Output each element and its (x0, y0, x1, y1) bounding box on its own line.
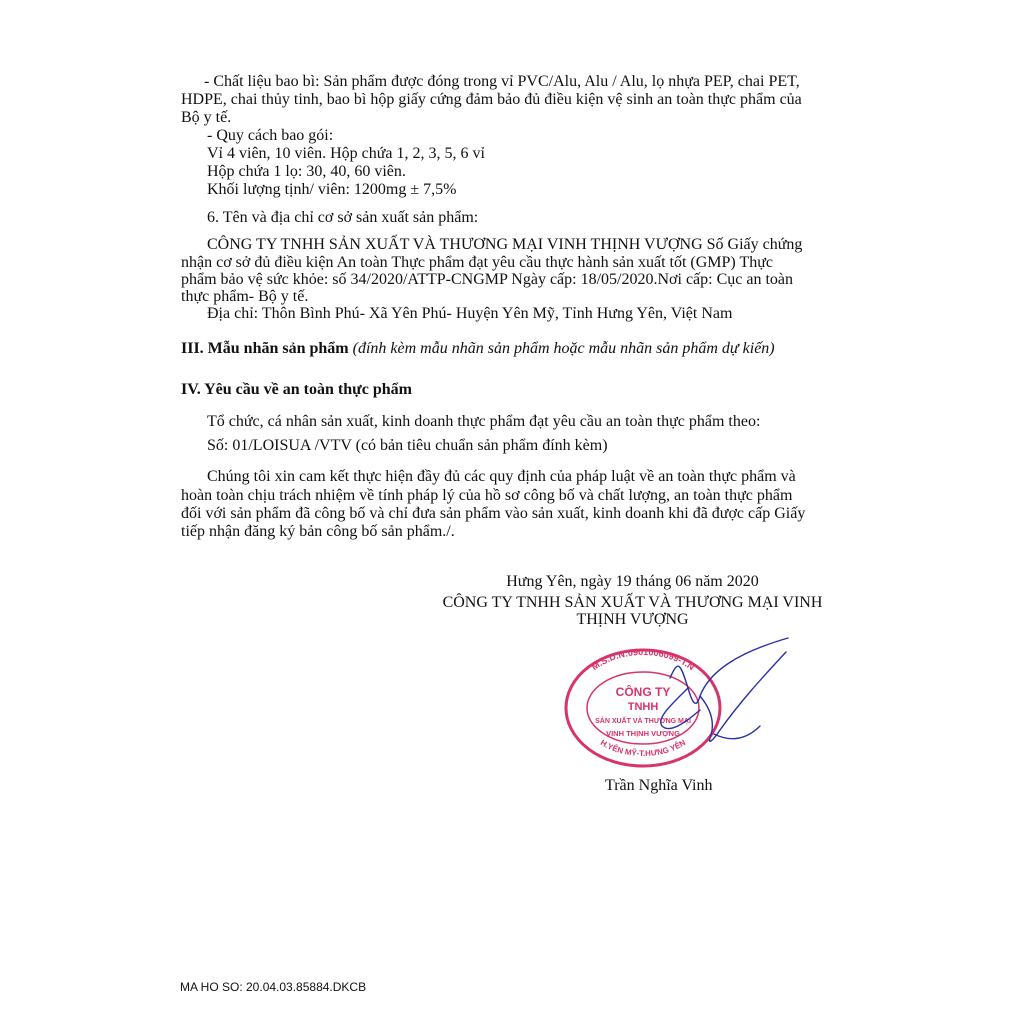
packaging-spec-line-2: Hộp chứa 1 lọ: 30, 40, 60 viên. (207, 163, 406, 180)
section-6-heading: 6. Tên và địa chỉ cơ sở sản xuất sản phẩm: (207, 209, 479, 226)
packaging-spec-line-1: Vỉ 4 viên, 10 viên. Hộp chứa 1, 2, 3, 5, 6 vỉ (207, 145, 485, 162)
packaging-material-line-3: Bộ y tế. (181, 109, 232, 126)
record-code: MA HO SO: 20.04.03.85884.DKCB (180, 980, 367, 994)
section-6-company-line-1: CÔNG TY TNHH SẢN XUẤT VÀ THƯƠNG MẠI VINH THỊNH VƯỢNG Số Giấy chứng (207, 236, 803, 253)
handwritten-signature (661, 638, 788, 741)
section-4-line-2: Số: 01/LOISUA /VTV (có bản tiêu chuẩn sản phẩm đính kèm) (207, 437, 608, 454)
seal-top-arc-text: M.S.D.N:0901006099-T.N (589, 646, 697, 673)
seal-line-2: TNHH (627, 701, 659, 713)
section-3-heading: III. Mẫu nhãn sản phẩm (181, 340, 349, 357)
commitment-line-1: Chúng tôi xin cam kết thực hiện đầy đủ các quy định của pháp luật về an toàn thực phẩm và (207, 468, 796, 485)
section-6-company-line-4: thực phẩm- Bộ y tế. (181, 288, 309, 305)
packaging-spec-line-3: Khối lượng tịnh/ viên: 1200mg ± 7,5% (207, 181, 457, 198)
commitment-line-2: hoàn toàn chịu trách nhiệm về tính pháp lý của hồ sơ công bố và chất lượng, an toàn thực phẩm (181, 487, 793, 504)
section-6-company-line-2: nhận cơ sở đủ điều kiện An toàn Thực phẩm đạt yêu cầu thực hành sản xuất tốt (GMP) Thực (181, 254, 773, 271)
signature-company-line-1: CÔNG TY TNHH SẢN XUẤT VÀ THƯƠNG MẠI VINH (442, 594, 823, 611)
seal-bottom-arc-text: H.YÊN MỸ-T.HƯNG YÊN (598, 738, 688, 759)
section-4-line-1: Tổ chức, cá nhân sản xuất, kinh doanh thực phẩm đạt yêu cầu an toàn thực phẩm theo: (207, 413, 761, 430)
seal-line-3: SẢN XUẤT VÀ THƯƠNG MẠI (595, 718, 691, 725)
section-6-company-line-3: phẩm bảo vệ sức khỏe: số 34/2020/ATTP-CNGMP Ngày cấp: 18/05/2020.Nơi cấp: Cục an toàn (181, 271, 794, 288)
signature-company-line-2: THỊNH VƯỢNG (576, 611, 689, 628)
signer-name: Trần Nghĩa Vinh (605, 777, 713, 794)
section-6-address: Địa chỉ: Thôn Bình Phú- Xã Yên Phú- Huyện Yên Mỹ, Tỉnh Hưng Yên, Việt Nam (207, 305, 733, 322)
seal-line-1: CÔNG TY (615, 685, 671, 699)
commitment-line-4: tiếp nhận đăng ký bản công bố sản phẩm./. (181, 523, 455, 540)
signature-place-date: Hưng Yên, ngày 19 tháng 06 năm 2020 (506, 573, 759, 590)
packaging-material-line-2: HDPE, chai thủy tinh, bao bì hộp giấy cứng đảm bảo đủ điều kiện vệ sinh an toàn thực phẩm của (181, 91, 802, 108)
company-seal (560, 630, 800, 780)
section-4-heading: IV. Yêu cầu về an toàn thực phẩm (181, 381, 412, 398)
packaging-material-line-1: - Chất liệu bao bì: Sản phẩm được đóng trong vỉ PVC/Alu, Alu / Alu, lọ nhựa PEP, chai PET, (204, 73, 800, 90)
commitment-line-3: đối với sản phẩm đã công bố và chỉ đưa sản phẩm vào sản xuất, kinh doanh khi đã được cấp Giấy (181, 505, 806, 522)
packaging-spec-heading: - Quy cách bao gói: (207, 127, 334, 144)
seal-line-4: VINH THỊNH VƯỢNG (606, 729, 680, 738)
section-3-note: (đính kèm mẫu nhãn sản phẩm hoặc mẫu nhãn sản phẩm dự kiến) (352, 340, 775, 357)
section-3-line (181, 340, 775, 357)
